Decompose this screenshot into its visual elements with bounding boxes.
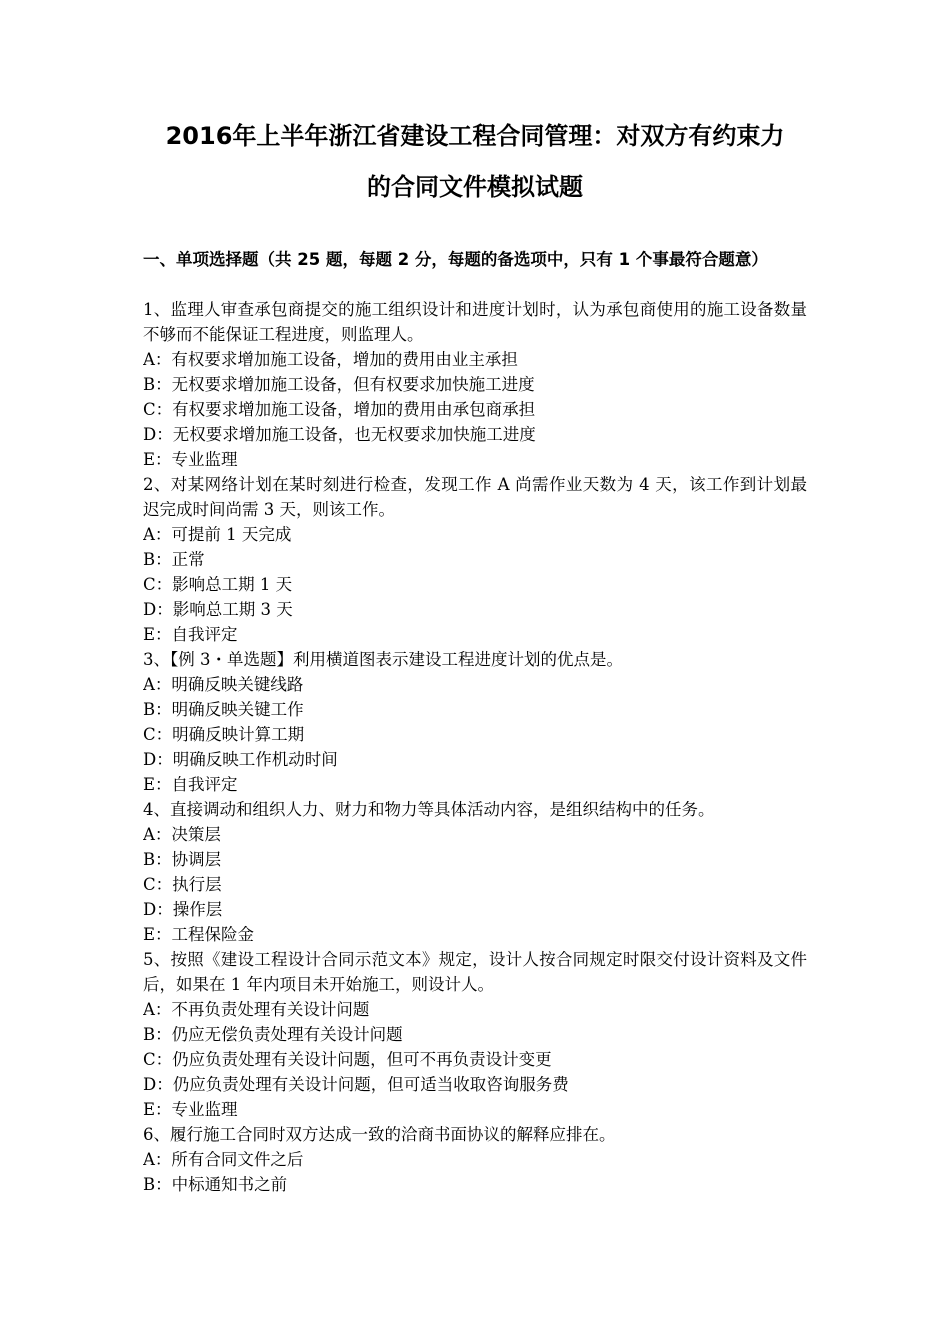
question-5: [143, 947, 807, 1122]
section-heading: 一、单项选择题（共 25 题，每题 2 分，每题的备选项中，只有 1 个事最符合题意）: [143, 250, 768, 269]
option-b: B：无权要求增加施工设备，但有权要求加快施工进度: [143, 375, 535, 394]
option-b: B：明确反映关键工作: [143, 700, 304, 719]
document-title-line-2: 的合同文件模拟试题: [367, 173, 583, 201]
option-a: A：所有合同文件之后: [143, 1150, 304, 1169]
option-d: D：明确反映工作机动时间: [143, 750, 338, 769]
option-d: D：影响总工期 3 天: [143, 600, 293, 619]
option-b: B：正常: [143, 550, 205, 569]
question-list: [143, 297, 807, 1197]
question-stem: 1、监理人审查承包商提交的施工组织设计和进度计划时，认为承包商使用的施工设备数量不够而不能保证工程进度，则监理人。: [143, 300, 807, 344]
option-c: C：影响总工期 1 天: [143, 575, 293, 594]
option-a: A：可提前 1 天完成: [143, 525, 292, 544]
question-1: [143, 297, 807, 472]
option-a: A：明确反映关键线路: [143, 675, 304, 694]
option-b: B：协调层: [143, 850, 222, 869]
option-b: B：中标通知书之前: [143, 1175, 288, 1194]
option-e: E：工程保险金: [143, 925, 255, 944]
option-c: C：执行层: [143, 875, 222, 894]
option-c: C：有权要求增加施工设备，增加的费用由承包商承担: [143, 400, 536, 419]
option-e: E：自我评定: [143, 775, 238, 794]
option-d: D：仍应负责处理有关设计问题，但可适当收取咨询服务费: [143, 1075, 569, 1094]
question-stem: 4、直接调动和组织人力、财力和物力等具体活动内容，是组织结构中的任务。: [143, 800, 715, 819]
question-6: [143, 1122, 807, 1197]
option-a: A：决策层: [143, 825, 221, 844]
document-title-line-1: 2016年上半年浙江省建设工程合同管理：对双方有约束力: [165, 122, 785, 150]
question-2: [143, 472, 807, 647]
option-e: E：专业监理: [143, 450, 238, 469]
option-e: E：自我评定: [143, 625, 238, 644]
option-c: C：仍应负责处理有关设计问题，但可不再负责设计变更: [143, 1050, 552, 1069]
question-4: [143, 797, 807, 947]
option-e: E：专业监理: [143, 1100, 238, 1119]
option-d: D：操作层: [143, 900, 223, 919]
option-c: C：明确反映计算工期: [143, 725, 305, 744]
option-a: A：不再负责处理有关设计问题: [143, 1000, 370, 1019]
question-stem: 5、按照《建设工程设计合同示范文本》规定，设计人按合同规定时限交付设计资料及文件后，如果在 1 年内项目未开始施工，则设计人。: [143, 950, 807, 994]
option-d: D：无权要求增加施工设备，也无权要求加快施工进度: [143, 425, 536, 444]
question-stem: 3、【例 3・单选题】利用横道图表示建设工程进度计划的优点是。: [143, 650, 623, 669]
question-stem: 6、履行施工合同时双方达成一致的洽商书面协议的解释应排在。: [143, 1125, 616, 1144]
option-a: A：有权要求增加施工设备，增加的费用由业主承担: [143, 350, 518, 369]
option-b: B：仍应无偿负责处理有关设计问题: [143, 1025, 403, 1044]
question-3: [143, 647, 807, 797]
question-stem: 2、对某网络计划在某时刻进行检查，发现工作 A 尚需作业天数为 4 天，该工作到计划最迟完成时间尚需 3 天，则该工作。: [143, 475, 807, 519]
